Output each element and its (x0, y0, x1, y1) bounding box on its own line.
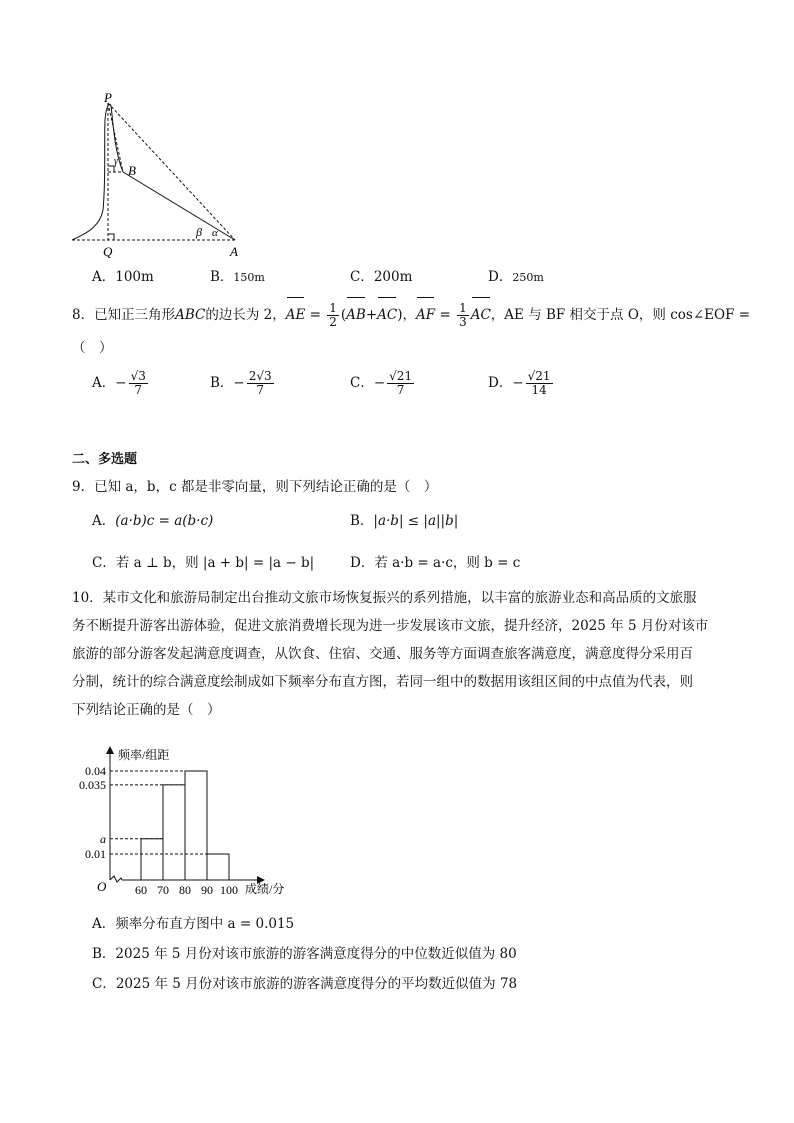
numerator: 2√3 (248, 369, 272, 383)
q8-text: 8．已知正三角形 (72, 307, 176, 323)
q8-option-c[interactable] (350, 370, 416, 397)
option-text: 200m (373, 269, 413, 285)
option-letter: B． (92, 946, 116, 962)
y-tick-label: 0.04 (85, 764, 106, 779)
y-tick-label: a (100, 831, 106, 846)
label-B: B (128, 163, 136, 178)
denominator: 7 (396, 383, 405, 397)
label-A: A (230, 244, 238, 259)
plus: + (365, 307, 378, 323)
q7-option-a[interactable] (92, 268, 154, 286)
vector-ae: AE (286, 300, 306, 330)
q10-stem-line: 旅游的部分游客发起满意度调查，从饮食、住宿、交通、服务等方面调查旅客满意度，满意度得分采用百 (72, 646, 693, 662)
q8-answer-paren: （ ） (72, 340, 113, 356)
option-fraction (526, 370, 553, 397)
x-tick-label: 70 (157, 883, 169, 897)
denominator: 2 (329, 315, 337, 329)
option-letter: C． (92, 976, 116, 992)
q8-text: ，AE 与 BF 相交于点 O，则 cos∠EOF = (490, 307, 751, 323)
minus-sign: − (512, 375, 524, 391)
option-text: 100m (115, 269, 154, 285)
label-P: P (104, 90, 112, 105)
q10-stem-line: 务不断提升游客出游体验，促进文旅消费增长现为进一步发展该市文旅，提升经济，2025 年 5 月份对该市 (72, 618, 709, 634)
histogram-bar (141, 839, 163, 880)
minus-sign: − (233, 375, 245, 391)
y-tick-label: 0.035 (79, 777, 106, 792)
q7-figure (60, 90, 260, 260)
q10-stem-line: 分制，统计的综合满意度绘制成如下频率分布直方图，若同一组中的数据用该组区间的中点值为代表，则 (72, 674, 693, 690)
histogram-bar (207, 854, 229, 880)
label-beta: β (196, 225, 202, 239)
x-tick-label: 60 (135, 883, 147, 897)
option-letter: A． (92, 513, 116, 529)
q8-option-d[interactable] (488, 370, 555, 397)
axis-break-icon (110, 876, 122, 882)
option-letter: C． (350, 269, 374, 285)
numerator: √3 (130, 369, 146, 383)
q9-option-b[interactable] (350, 512, 458, 530)
option-letter: A． (92, 269, 116, 285)
option-text: 频率分布直方图中 a = 0.015 (115, 916, 295, 932)
comma: ， (402, 307, 417, 323)
q10-stem-line: 10．某市文化和旅游局制定出台推动文旅市场恢复振兴的系列措施，以丰富的旅游业态和高品质的文旅服 (72, 590, 697, 606)
q10-option-b[interactable] (92, 945, 517, 963)
x-axis-label: 成绩/分 (245, 882, 285, 896)
vector-ab: AB (346, 300, 366, 330)
histogram (60, 740, 300, 900)
numerator: 1 (329, 301, 337, 315)
minus-sign: − (115, 375, 127, 391)
q9-option-d[interactable] (350, 554, 520, 572)
denominator: 3 (459, 315, 467, 329)
fraction-half (327, 302, 339, 329)
origin-label: O (97, 879, 107, 894)
option-letter: C． (92, 555, 116, 571)
option-text: 250m (512, 271, 544, 284)
option-fraction (387, 370, 414, 397)
fraction-third (457, 302, 469, 329)
option-text: |a·b| ≤ |a||b| (373, 513, 459, 529)
numerator: √21 (389, 369, 413, 383)
q8-stem: 8．已知正三角形ABC的边长为 2，AE = $\frac{1}{2}$ (AB+AC)，AF = $\frac{1}{3}$ AC，AE 与 BF 相交于点 O，则 cos∠EOF = (72, 301, 751, 329)
label-alpha: α (212, 227, 218, 239)
equals: = (435, 307, 456, 323)
option-letter: A． (92, 916, 116, 932)
section-title: 二、多选题 (72, 452, 138, 467)
histogram-bar (185, 771, 207, 880)
option-letter: C． (350, 375, 374, 391)
denominator: 7 (256, 383, 265, 397)
q10-option-a[interactable] (92, 915, 294, 933)
option-text: 2025 年 5 月份对该市旅游的游客满意度得分的平均数近似值为 78 (115, 976, 518, 992)
numerator: 1 (459, 301, 467, 315)
y-axis-label: 频率/组距 (118, 748, 170, 762)
q7-option-d[interactable] (488, 268, 544, 287)
q8-option-b[interactable] (210, 370, 276, 397)
label-gamma: γ (114, 156, 118, 167)
q8-text: 的边长为 2， (205, 307, 286, 323)
q9-option-c[interactable] (92, 554, 314, 572)
denominator: 7 (134, 383, 143, 397)
histogram-bar (163, 785, 185, 880)
option-letter: B． (350, 513, 374, 529)
option-letter: D． (350, 555, 375, 571)
minus-sign: − (373, 375, 386, 391)
y-tick-label: 0.01 (85, 847, 106, 862)
option-letter: D． (488, 269, 513, 285)
equals: = (305, 307, 326, 323)
numerator: √21 (527, 369, 551, 383)
vector-af: AF (416, 300, 435, 330)
q8-option-a[interactable] (92, 370, 150, 397)
q7-option-c[interactable] (350, 268, 412, 286)
denominator: 14 (531, 383, 547, 397)
option-letter: A． (92, 375, 116, 391)
q7-option-b[interactable] (210, 268, 265, 287)
option-letter: B． (210, 269, 234, 285)
q9-option-a[interactable] (92, 512, 213, 530)
option-text: 150m (233, 271, 265, 284)
option-letter: D． (488, 375, 513, 391)
vector-ac: AC (471, 300, 491, 330)
q9-stem: 9．已知 a，b，c 都是非零向量，则下列结论正确的是（ ） (72, 479, 438, 495)
x-tick-label: 80 (179, 883, 191, 897)
option-letter: B． (210, 375, 234, 391)
option-text: (a·b)c = a(b·c) (115, 513, 214, 529)
label-Q: Q (103, 244, 113, 259)
q10-stem-line: 下列结论正确的是（ ） (72, 702, 221, 718)
option-fraction (129, 370, 148, 397)
vector-ac: AC (377, 300, 397, 330)
q8-abc: ABC (175, 307, 206, 323)
option-fraction (247, 370, 274, 397)
x-tick-label: 100 (220, 883, 238, 897)
q10-option-c[interactable] (92, 975, 517, 993)
option-text: 2025 年 5 月份对该市旅游的游客满意度得分的中位数近似值为 80 (115, 946, 517, 962)
option-text: 若 a·b = a·c，则 b = c (374, 555, 521, 571)
option-text: 若 a ⊥ b，则 |a + b| = |a − b| (115, 555, 315, 571)
x-tick-label: 90 (201, 883, 213, 897)
